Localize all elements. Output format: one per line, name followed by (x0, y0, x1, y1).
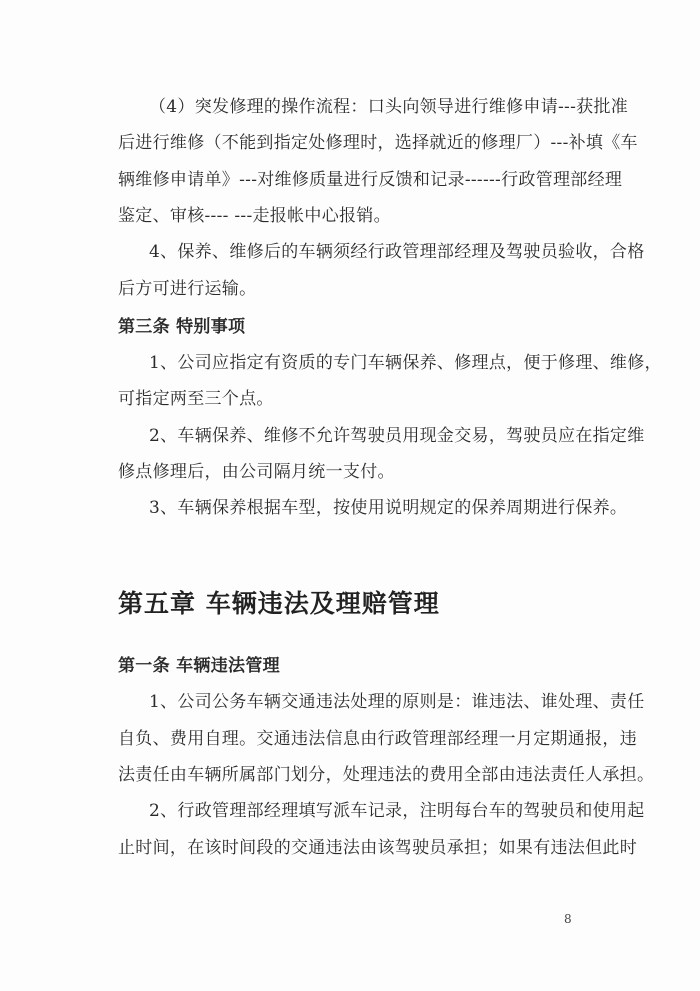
paragraph-line: 4、保养、维修后的车辆须经行政管理部经理及驾驶员验收，合格 (149, 242, 645, 262)
chapter-title: 第五章 车辆违法及理赔管理 (118, 589, 440, 618)
section-heading: 第三条 特别事项 (118, 317, 246, 337)
paragraph-line: （4）突发修理的操作流程：口头向领导进行维修申请---获批准 (149, 97, 629, 117)
page-number: 8 (564, 912, 572, 926)
paragraph-line: 自负、费用自理。交通违法信息由行政管理部经理一月定期通报，违 (118, 729, 637, 749)
section-heading: 第一条 车辆违法管理 (118, 656, 280, 676)
paragraph-line: 辆维修申请单》---对维修质量进行反馈和记录------行政管理部经理 (118, 170, 623, 190)
paragraph-line: 可指定两至三个点。 (118, 389, 274, 409)
paragraph-line: 止时间，在该时间段的交通违法由该驾驶员承担；如果有违法但此时 (118, 838, 637, 858)
paragraph-line: 鉴定、审核---- ---走报帐中心报销。 (118, 206, 391, 226)
paragraph-line: 1、公司应指定有资质的专门车辆保养、修理点，便于修理、维修， (149, 353, 662, 373)
paragraph-line: 后方可进行运输。 (118, 279, 257, 299)
paragraph-line: 2、车辆保养、维修不允许驾驶员用现金交易，驾驶员应在指定维 (149, 426, 645, 446)
paragraph-line: 法责任由车辆所属部门划分，处理违法的费用全部由违法责任人承担。 (118, 765, 655, 785)
paragraph-line: 3、车辆保养根据车型，按使用说明规定的保养周期进行保养。 (149, 498, 628, 518)
paragraph-line: 修点修理后，由公司隔月统一支付。 (118, 462, 395, 482)
paragraph-line: 后进行维修（不能到指定处修理时，选择就近的修理厂）---补填《车 (118, 133, 638, 153)
paragraph-line: 1、公司公务车辆交通违法处理的原则是：谁违法、谁处理、责任 (149, 692, 645, 712)
paragraph-line: 2、行政管理部经理填写派车记录，注明每台车的驾驶员和使用起 (149, 801, 645, 821)
